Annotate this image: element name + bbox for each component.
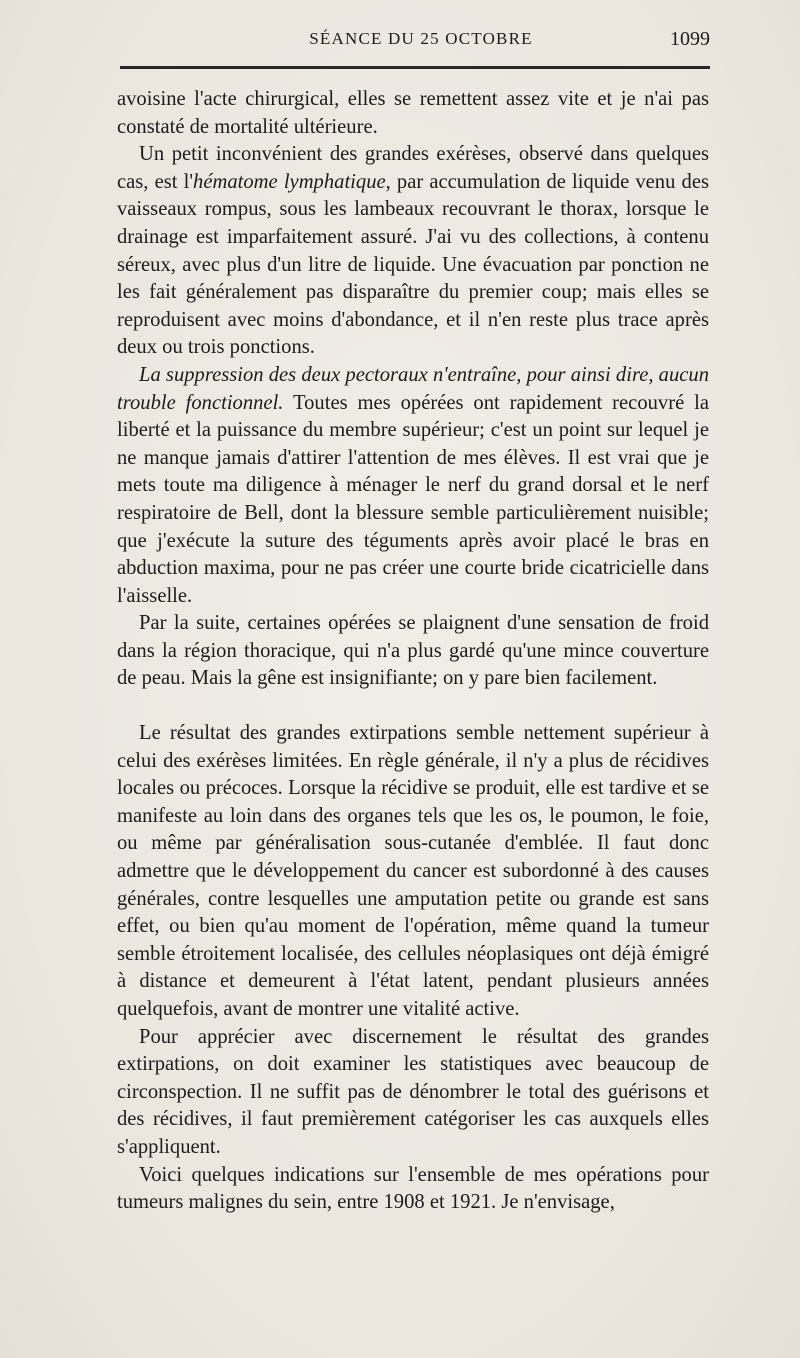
page-header [118, 26, 710, 56]
paragraph-2 [117, 141, 709, 362]
paragraph-7: Voici quelques indications sur l'ensemble de mes opérations pour tumeurs malignes du sein, entre 1908 et 1921. Je n'envisage, [117, 1163, 709, 1214]
paragraph-3-rest: Toutes mes opérées ont rapidement recouvré la liberté et la puissance du membre supérieur; c'est un point sur lequel je ne manque jamais d'attirer l'attention de mes élèves. Il est vrai que je mets toute ma diligence à ménager le nerf du grand dorsal et le nerf respiratoire de Bell, dont la blessure semble particulièrement nuisible; que j'exécute la suture des téguments après avoir placé le bras en abduction maxima, pour ne pas créer une courte bride cicatricielle dans l'aisselle. [117, 391, 709, 607]
header-rule [120, 66, 710, 69]
paragraph-2-emphasis: hématome lymphatique [193, 170, 386, 193]
paragraph-6: Pour apprécier avec discernement le résultat des grandes extirpations, on doit examiner les statistiques avec beaucoup de circonspection. Il ne suffit pas de dénombrer le total des guérisons et des récidives, il faut premièrement catégoriser les cas auxquels elles s'appliquent. [117, 1025, 709, 1158]
paragraph-4: Par la suite, certaines opérées se plaignent d'une sensation de froid dans la région thoracique, qui n'a plus gardé qu'une mince couverture de peau. Mais la gêne est insignifiante; on y pare bien facilement. [117, 612, 709, 690]
paragraph-3 [117, 362, 709, 610]
paragraph-2-rest: , par accumulation de liquide venu des vaisseaux rompus, sous les lambeaux recouvrant le thorax, lorsque le drainage est imparfaitement assuré. J'ai vu des collections, à contenu séreux, avec plus d'un litre de liquide. Une évacuation par ponction ne les fait généralement pas disparaître du premier coup; mais elles se reproduisent avec moins d'abondance, et il n'en reste plus trace après deux ou trois ponctions. [117, 170, 709, 359]
paragraph-1: avoisine l'acte chirurgical, elles se remettent assez vite et je n'ai pas constaté de mortalité ultérieure. [117, 88, 709, 138]
paragraph-2-lead: Un petit inconvénient des grandes exérèses, observé dans quelques cas, est l' [117, 143, 709, 193]
paragraph-5: Le résultat des grandes extirpations semble nettement supérieur à celui des exérèses limitées. En règle générale, il n'y a plus de récidives locales ou précoces. Lorsque la récidive se produit, elle est tardive et se manifeste au loin dans des organes tels que les os, le poumon, le foie, ou même par généralisation sous-cutanée d'emblée. Il faut donc admettre que le développement du cancer est subordonné à des causes générales, contre lesquelles une amputation petite ou grande est sans effet, ou bien qu'au moment de l'opération, même quand la tumeur semble étroitement localisée, des cellules néoplasiques ont déjà émigré à distance et demeurent à l'état latent, pendant plusieurs années quelquefois, avant de montrer une vitalité active. [117, 722, 709, 1020]
page-number: 1099 [670, 28, 710, 50]
paragraph-3-emphasis: La suppression des deux pectoraux n'entraîne, pour ainsi dire, aucun trouble fonctionnel. [117, 363, 709, 414]
body-text [117, 86, 709, 1217]
running-head: SÉANCE DU 25 OCTOBRE [309, 29, 533, 48]
